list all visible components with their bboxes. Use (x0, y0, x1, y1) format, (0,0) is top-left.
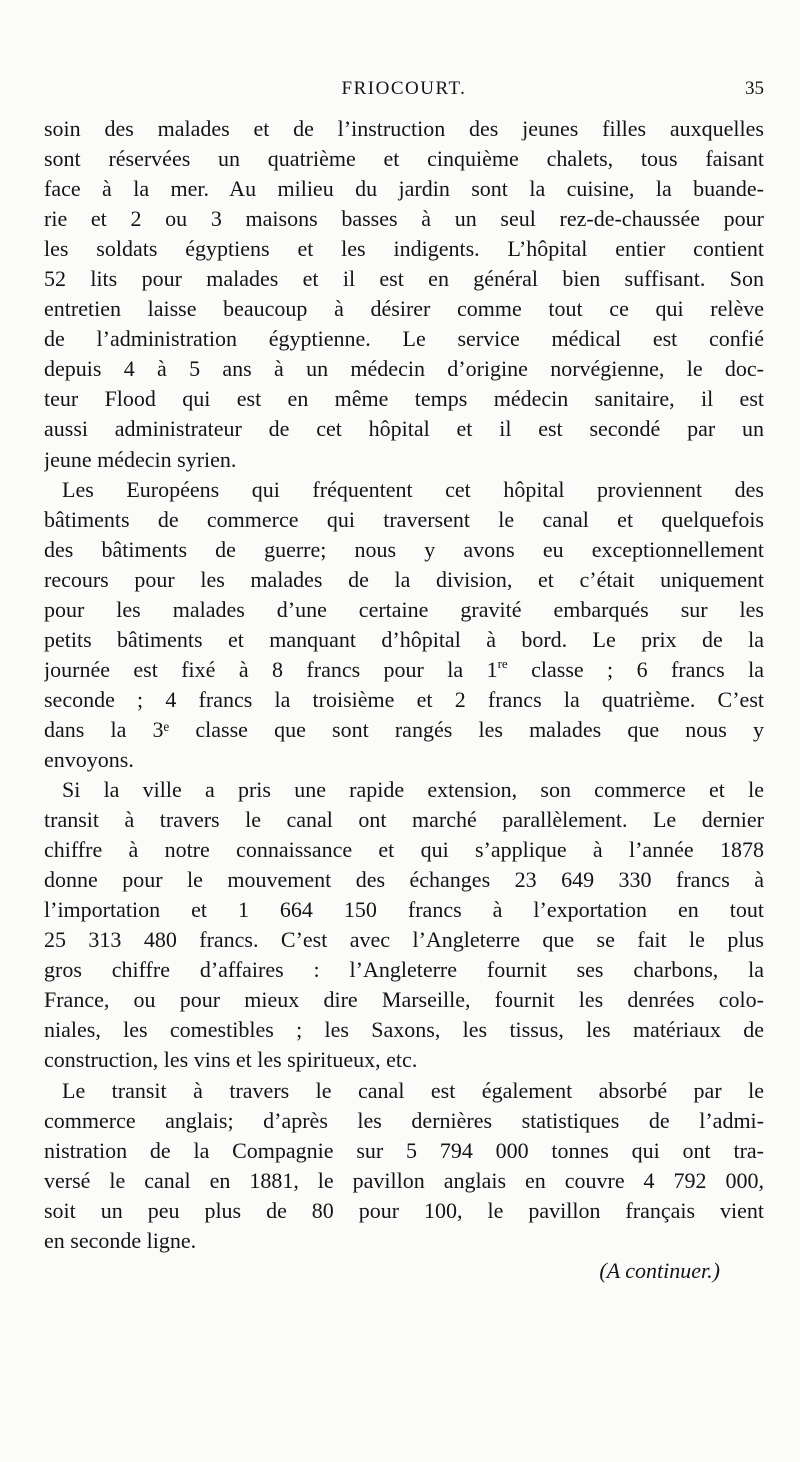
text-line: en seconde ligne. (44, 1227, 197, 1253)
text-line: gros chiffre d’affaires : l’Angleterre fournit ses charbons, la (44, 957, 764, 983)
text-line: construction, les vins et les spiritueux, etc. (44, 1047, 418, 1073)
to-be-continued: (A continuer.) (599, 1257, 720, 1283)
text-segment: journée est fixé à 8 francs pour la 1 (44, 656, 498, 682)
text-segment: classe ; 6 francs la (507, 656, 764, 682)
text-line: Les Européens qui fréquentent cet hôpital proviennent des (62, 476, 764, 502)
page-header (44, 78, 764, 108)
running-title: FRIOCOURT. (341, 78, 467, 99)
text-line: seconde ; 4 francs la troisième et 2 francs la quatrième. C’est (44, 686, 764, 712)
text-line: soit un peu plus de 80 pour 100, le pavillon français vient (44, 1197, 764, 1223)
text-line: teur Flood qui est en même temps médecin sanitaire, il est (44, 386, 764, 412)
text-line: de l’administration égyptienne. Le service médical est confié (44, 326, 764, 352)
text-line: Le transit à travers le canal est également absorbé par le (62, 1077, 764, 1103)
text-line: 25 313 480 francs. C’est avec l’Angleterre que se fait le plus (44, 927, 764, 953)
text-line: commerce anglais; d’après les dernières statistiques de l’admi- (44, 1107, 764, 1133)
text-line: bâtiments de commerce qui traversent le canal et quelquefois (44, 506, 764, 532)
text-line: recours pour les malades de la division, et c’était uniquement (44, 566, 764, 592)
text-line: chiffre à notre connaissance et qui s’applique à l’année 1878 (44, 837, 764, 863)
text-line: soin des malades et de l’instruction des jeunes filles auxquelles (44, 116, 764, 141)
text-line: entretien laisse beaucoup à désirer comme tout ce qui relève (44, 296, 764, 322)
text-line: niales, les comestibles ; les Saxons, les tissus, les matériaux de (44, 1017, 764, 1043)
text-line: face à la mer. Au milieu du jardin sont la cuisine, la buande- (44, 176, 764, 202)
text-line: des bâtiments de guerre; nous y avons eu exceptionnellement (44, 536, 764, 562)
ordinal-superscript: re (497, 655, 508, 671)
text-line: transit à travers le canal ont marché parallèlement. Le dernier (44, 807, 764, 833)
text-line: rie et 2 ou 3 maisons basses à un seul rez-de-chaussée pour (44, 206, 764, 232)
text-line: France, ou pour mieux dire Marseille, fournit les denrées colo- (44, 987, 764, 1013)
text-line: aussi administrateur de cet hôpital et il est secondé par un (44, 416, 764, 442)
text-line: donne pour le mouvement des échanges 23 649 330 francs à (44, 867, 764, 893)
text-line: versé le canal en 1881, le pavillon anglais en couvre 4 792 000, (44, 1167, 764, 1193)
text-line: depuis 4 à 5 ans à un médecin d’origine norvégienne, le doc- (44, 356, 764, 382)
text-line: petits bâtiments et manquant d’hôpital à bord. Le prix de la (44, 626, 764, 652)
text-line: envoyons. (44, 746, 134, 772)
text-line: jeune médecin syrien. (44, 446, 237, 472)
text-line: Si la ville a pris une rapide extension, son commerce et le (62, 777, 764, 803)
text-line: l’importation et 1 664 150 francs à l’exportation en tout (44, 897, 764, 923)
text-line (44, 655, 764, 685)
text-line: 52 lits pour malades et il est en général bien suffisant. Son (44, 266, 764, 292)
text-line: dans la 3ᵉ classe que sont rangés les malades que nous y (44, 716, 764, 742)
text-line: sont réservées un quatrième et cinquième chalets, tous faisant (44, 146, 764, 172)
body-text (44, 114, 764, 1286)
text-line: pour les malades d’une certaine gravité embarqués sur les (44, 596, 764, 622)
text-line: nistration de la Compagnie sur 5 794 000 tonnes qui ont tra- (44, 1137, 764, 1163)
text-line: les soldats égyptiens et les indigents. L’hôpital entier contient (44, 236, 764, 262)
page-number: 35 (745, 78, 764, 99)
